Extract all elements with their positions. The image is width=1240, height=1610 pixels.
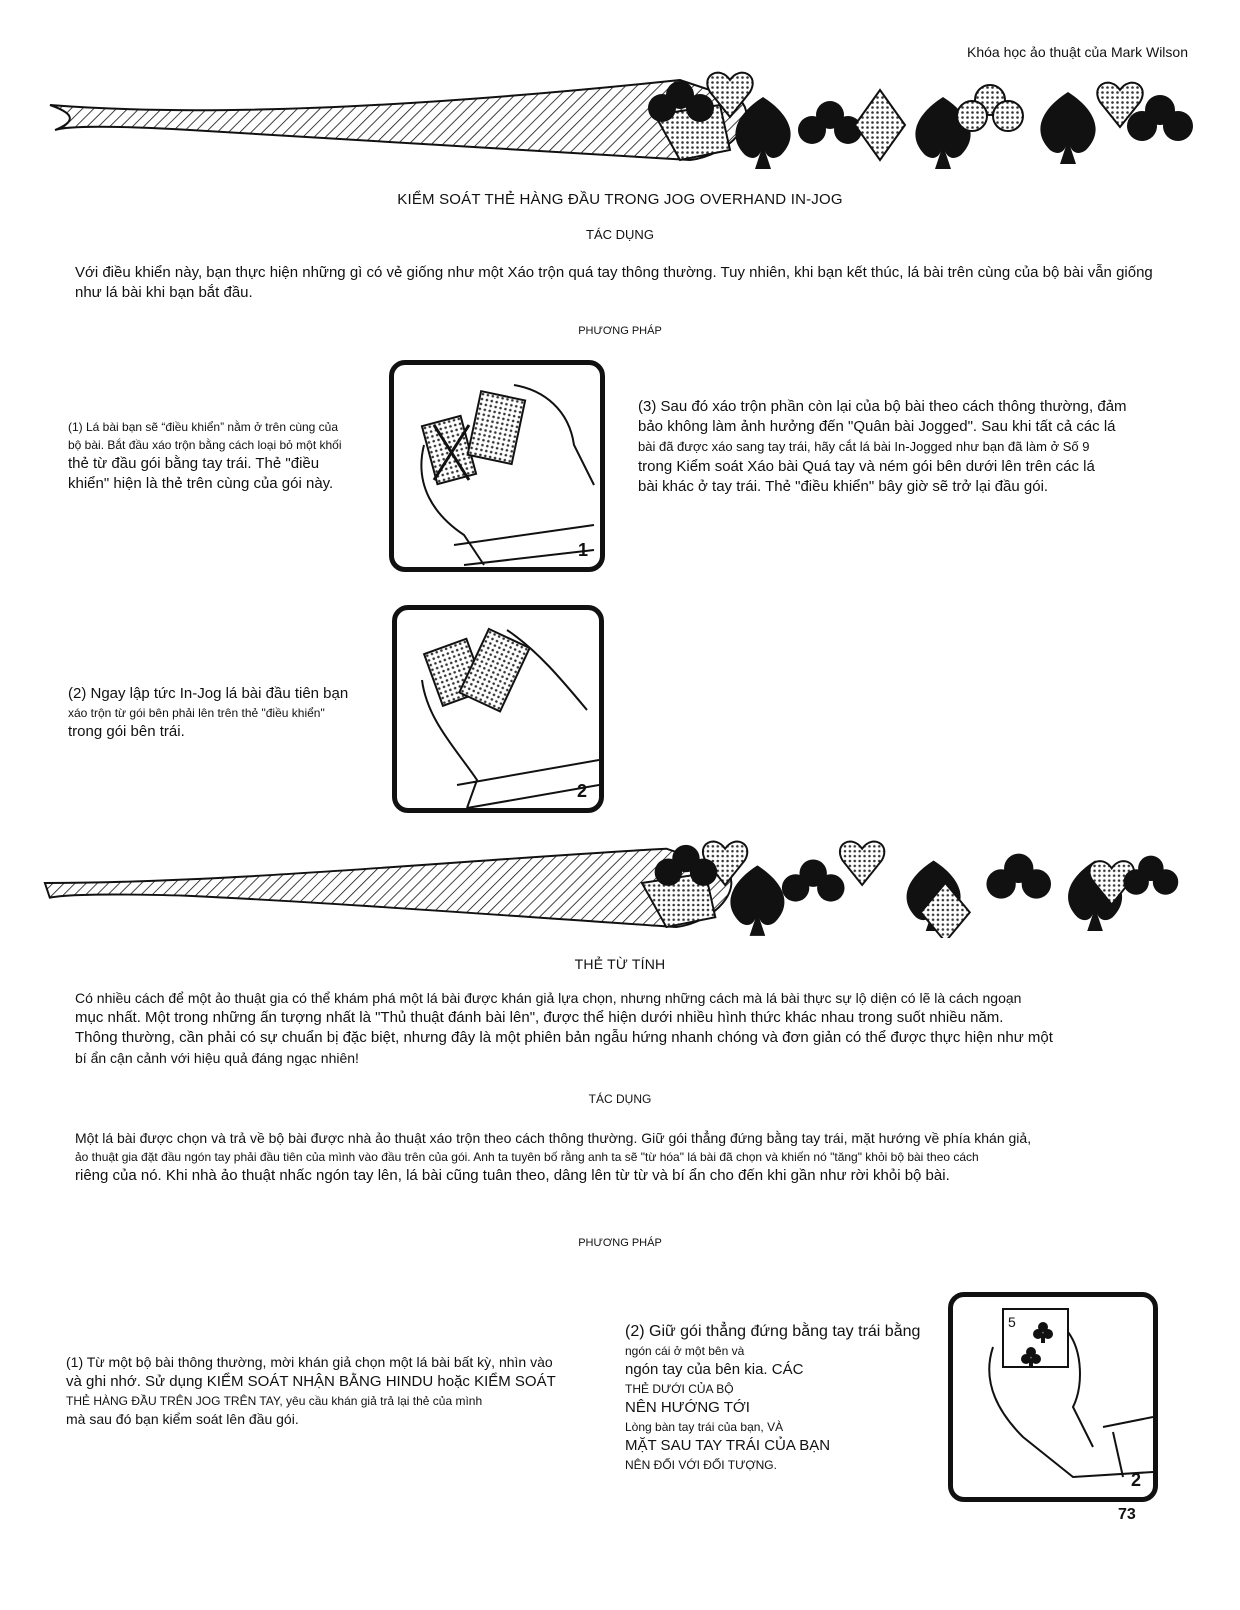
s2-step1-line4: mà sau đó bạn kiểm soát lên đầu gói. bbox=[66, 1411, 299, 1427]
s2-step2-line3: ngón tay của bên kia. CÁC bbox=[625, 1361, 804, 1378]
figure-1 bbox=[389, 360, 605, 572]
step3-line1: (3) Sau đó xáo trộn phần còn lại của bộ bài theo cách thông thường, đảm bbox=[638, 398, 1127, 415]
s2-step2-line8: NÊN ĐỐI VỚI ĐỐI TƯỢNG. bbox=[625, 1458, 777, 1472]
intro-line2: mục nhất. Một trong những ấn tượng nhất là "Thủ thuật đánh bài lên", được thể hiện dưới nhiều hình thức khác nhau trong suốt nhiều năm. bbox=[75, 1009, 1004, 1026]
step3-line3: bài đã được xáo sang tay trái, hãy cắt lá bài In-Jogged như bạn đã làm ở Số 9 bbox=[638, 439, 1090, 454]
s2-step1-line1: (1) Từ một bộ bài thông thường, mời khán giả chọn một lá bài bất kỳ, nhìn vào bbox=[66, 1354, 553, 1370]
page-number: 73 bbox=[1118, 1506, 1136, 1523]
s2-step2-line1: (2) Giữ gói thẳng đứng bằng tay trái bằng bbox=[625, 1323, 921, 1340]
intro-line1: Có nhiều cách để một ảo thuật gia có thể khám phá một lá bài được khán giả lựa chọn, nhưng những cách mà lá bài thực sự lộ diện có lẽ là cách ngoạn bbox=[75, 990, 1022, 1006]
s2-step2-line2: ngón cái ở một bên và bbox=[625, 1344, 745, 1358]
section1-title: KIỂM SOÁT THẺ HÀNG ĐẦU TRONG JOG OVERHAND IN-JOG bbox=[397, 191, 843, 208]
s2-step2-line7: MẶT SAU TAY TRÁI CỦA BẠN bbox=[625, 1437, 831, 1454]
section2-step1 bbox=[66, 1353, 606, 1428]
figure-2-number: 2 bbox=[576, 781, 587, 801]
effect-line3: riêng của nó. Khi nhà ảo thuật nhấc ngón tay lên, lá bài cũng tuân theo, dâng lên từ từ và bí ẩn cho đến khi gần như rời khỏi bộ bài. bbox=[75, 1167, 950, 1184]
s2-step2-line6: Lòng bàn tay trái của bạn, VÀ bbox=[625, 1420, 784, 1434]
figure-1-number: 1 bbox=[577, 540, 588, 560]
section1-effect-heading: TÁC DỤNG bbox=[586, 227, 654, 242]
effect-line2: ảo thuật gia đặt đầu ngón tay phải đầu tiên của mình vào đầu trên của gói. Anh ta tuyên bố rằng anh ta sẽ "từ hóa" lá bài đã chọn và khiến nó "tăng" khỏi bộ bài theo cách bbox=[75, 1150, 979, 1164]
figure-s2-2 bbox=[948, 1292, 1158, 1502]
step2-line1: (2) Ngay lập tức In-Jog lá bài đầu tiên bạn bbox=[68, 685, 349, 702]
s2-step1-line2: và ghi nhớ. Sử dụng KIỂM SOÁT NHẬN BẰNG HINDU hoặc KIỂM SOÁT bbox=[66, 1373, 556, 1390]
card-fan-banner-bottom bbox=[40, 828, 1190, 938]
hand-holding-card-illustration bbox=[953, 1297, 1153, 1497]
step1-line2: bộ bài. Bắt đầu xáo trộn bằng cách loại bỏ một khối bbox=[68, 438, 342, 452]
section2-intro bbox=[75, 988, 1175, 1068]
section1-step3 bbox=[638, 397, 1178, 497]
section1-step2 bbox=[68, 684, 388, 742]
section1-method-heading: PHƯƠNG PHÁP bbox=[578, 325, 662, 337]
step2-line2: xáo trộn từ gói bên phải lên trên thẻ "điều khiển" bbox=[68, 706, 325, 720]
section2-method-heading: PHƯƠNG PHÁP bbox=[578, 1237, 662, 1249]
section2-effect-heading: TÁC DỤNG bbox=[588, 1092, 652, 1106]
section2-effect bbox=[75, 1128, 1175, 1186]
section1-effect-text: Với điều khiển này, bạn thực hiện những gì có vẻ giống như một Xáo trộn quá tay thông thường. Tuy nhiên, khi bạn kết thúc, lá bài trên cùng của bộ bài vẫn giống như lá bài khi bạn bắt đầu. bbox=[75, 264, 1153, 301]
step1-line1: (1) Lá bài bạn sẽ “điều khiển” nằm ở trên cùng của bbox=[68, 420, 339, 434]
figure-2 bbox=[392, 605, 604, 813]
course-header: Khóa học ảo thuật của Mark Wilson bbox=[966, 44, 1188, 60]
effect-line1: Một lá bài được chọn và trả về bộ bài được nhà ảo thuật xáo trộn theo cách thông thường. Giữ gói thẳng đứng bằng tay trái, mặt hướng về phía khán giả, bbox=[75, 1130, 1032, 1146]
section2-title: THẺ TỪ TÍNH bbox=[574, 956, 666, 972]
intro-line3: Thông thường, cần phải có sự chuẩn bị đặc biệt, nhưng đây là một phiên bản ngẫu hứng nhanh chóng và đơn giản có thể được thực hiện như một bbox=[75, 1029, 1053, 1046]
section2-step2 bbox=[625, 1322, 945, 1474]
hands-shuffle-illustration bbox=[394, 365, 600, 567]
s2-step2-line5: NÊN HƯỚNG TỚI bbox=[625, 1399, 750, 1416]
s2-step2-line4: THẺ DƯỚI CỦA BỘ bbox=[625, 1382, 734, 1396]
step1-line4: khiển" hiện là thẻ trên cùng của gói này. bbox=[68, 475, 334, 492]
step3-line2: bảo không làm ảnh hưởng đến "Quân bài Jogged". Sau khi tất cả các lá bbox=[638, 418, 1116, 435]
step3-line5: bài khác ở tay trái. Thẻ "điều khiển" bây giờ sẽ trở lại đầu gói. bbox=[638, 478, 1049, 495]
section1-step1 bbox=[68, 418, 378, 494]
s2-step1-line3: THẺ HÀNG ĐẦU TRÊN JOG TRÊN TAY, yêu cầu khán giả trả lại thẻ của mình bbox=[66, 1394, 483, 1408]
intro-line4: bí ẩn cận cảnh với hiệu quả đáng ngạc nhiên! bbox=[75, 1050, 359, 1066]
card-corner-label: 5 bbox=[1008, 1314, 1016, 1330]
figure-s2-2-number: 2 bbox=[1130, 1470, 1141, 1490]
step2-line3: trong gói bên trái. bbox=[68, 723, 185, 740]
hands-in-jog-illustration bbox=[397, 610, 599, 808]
step3-line4: trong Kiểm soát Xáo bài Quá tay và ném gói bên dưới lên trên các lá bbox=[638, 458, 1095, 475]
card-fan-banner-top bbox=[40, 60, 1215, 170]
step1-line3: thẻ từ đầu gói bằng tay trái. Thẻ "điều bbox=[68, 455, 320, 472]
